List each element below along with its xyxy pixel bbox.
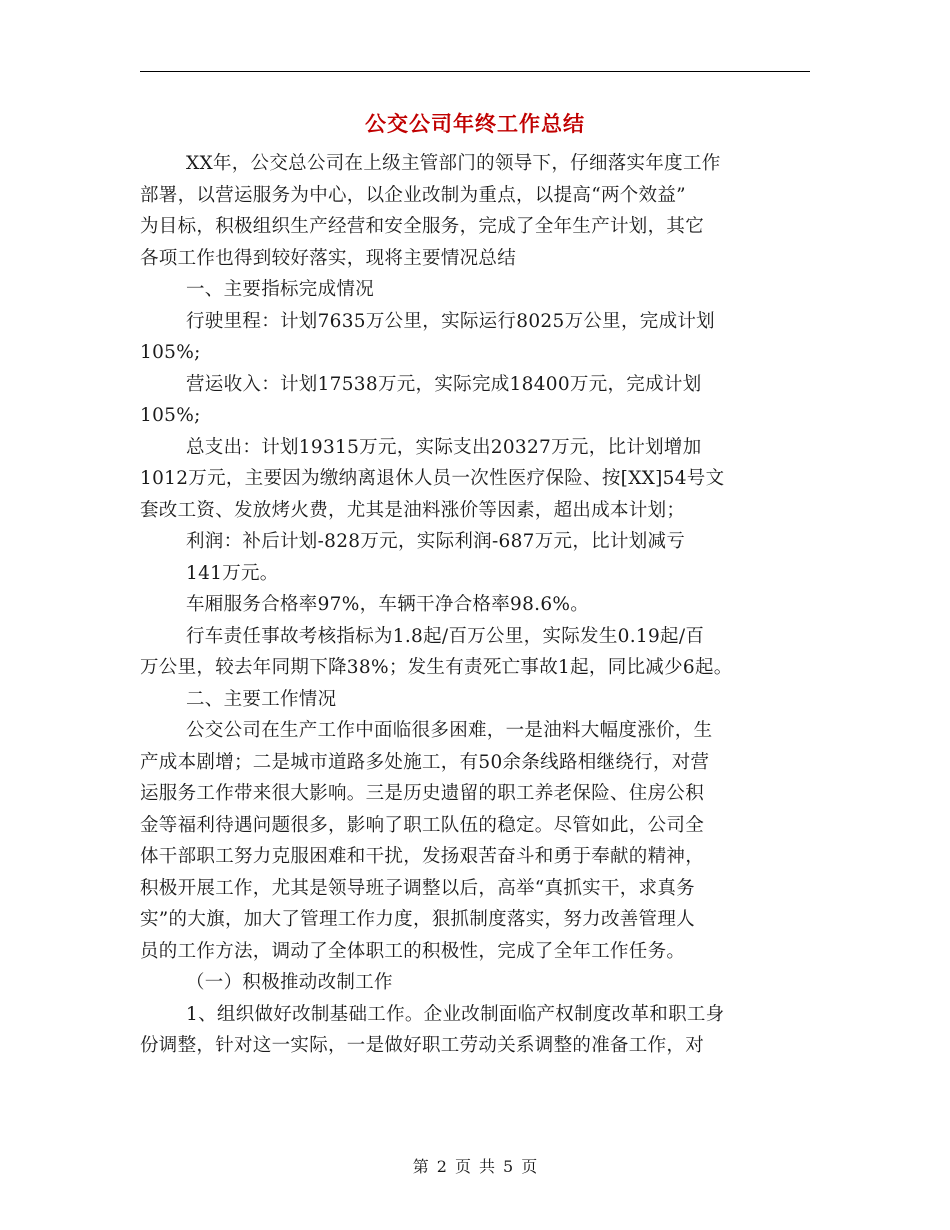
text-line: 公交公司在生产工作中面临很多困难，一是油料大幅度涨价，生 bbox=[186, 720, 713, 741]
text-line: 1、组织做好改制基础工作。企业改制面临产权制度改革和职工身 bbox=[186, 1003, 725, 1025]
text-line: 运服务工作带来很大影响。三是历史遗留的职工养老保险、住房公积 bbox=[140, 783, 705, 804]
text-line: 总支出：计划19315万元，实际支出20327万元，比计划增加 bbox=[186, 436, 702, 458]
footer-total-pages: 5 bbox=[503, 1157, 514, 1176]
text-line: 部署，以营运服务为中心，以企业改制为重点，以提高“两个效益” bbox=[140, 184, 686, 206]
text-line: 营运收入：计划17538万元，实际完成18400万元，完成计划 bbox=[186, 373, 702, 395]
text-line: 体干部职工努力克服困难和干扰，发扬艰苦奋斗和勇于奉献的精神， bbox=[140, 846, 705, 867]
text-line: 行车责任事故考核指标为1.8起/百万公里，实际发生0.19起/百 bbox=[186, 625, 705, 647]
text-line: 各项工作也得到较好落实，现将主要情况总结 bbox=[140, 247, 517, 269]
text-line: 份调整，针对这一实际，一是做好职工劳动关系调整的准备工作，对 bbox=[140, 1035, 705, 1056]
text-line: XX年，公交总公司在上级主管部门的领导下，仔细落实年度工作 bbox=[186, 153, 721, 174]
text-line: 员的工作方法，调动了全体职工的积极性，完成了全年工作任务。 bbox=[140, 940, 686, 962]
footer-page-number: 2 bbox=[436, 1157, 447, 1176]
footer-label-page: 页 bbox=[454, 1157, 471, 1176]
footer-label-total: 共 bbox=[479, 1157, 496, 1176]
text-line: 105%; bbox=[140, 342, 201, 363]
text-line: 行驶里程：计划7635万公里，实际运行8025万公里，完成计划 bbox=[186, 310, 715, 332]
text-line: 金等福利待遇问题很多，影响了职工队伍的稳定。尽管如此，公司全 bbox=[140, 814, 705, 836]
document-title: 公交公司年终工作总结 bbox=[365, 111, 585, 136]
text-line: 141万元。 bbox=[186, 562, 279, 584]
text-line: 车厢服务合格率97%，车辆干净合格率98.6%。 bbox=[186, 594, 590, 615]
document-body bbox=[140, 148, 820, 1062]
text-line: 二、主要工作情况 bbox=[186, 688, 337, 710]
footer-label-pre: 第 bbox=[412, 1157, 429, 1176]
text-line: 为目标，积极组织生产经营和安全服务，完成了全年生产计划，其它 bbox=[140, 216, 705, 237]
page-footer bbox=[0, 1154, 950, 1177]
text-line: 一、主要指标完成情况 bbox=[186, 279, 375, 300]
text-line: 1012万元，主要因为缴纳离退休人员一次性医疗保险、按[XX]54号文 bbox=[140, 468, 725, 489]
text-line: 产成本剧增；二是城市道路多处施工，有50余条线路相继绕行，对营 bbox=[140, 751, 710, 773]
text-line: 利润：补后计划-828万元，实际利润-687万元，比计划减亏 bbox=[186, 531, 686, 552]
text-line: 实”的大旗，加大了管理工作力度，狠抓制度落实，努力改善管理人 bbox=[140, 909, 695, 930]
text-line: （一）积极推动改制工作 bbox=[186, 972, 393, 993]
header-rule bbox=[140, 71, 810, 72]
text-line: 105%; bbox=[140, 405, 201, 426]
text-line: 万公里，较去年同期下降38%；发生有责死亡事故1起，同比减少6起。 bbox=[140, 657, 733, 678]
text-line: 套改工资、发放烤火费，尤其是油料涨价等因素，超出成本计划； bbox=[140, 499, 686, 521]
footer-label-post: 页 bbox=[521, 1157, 538, 1176]
text-line: 积极开展工作，尤其是领导班子调整以后，高举“真抓实干，求真务 bbox=[140, 877, 695, 899]
